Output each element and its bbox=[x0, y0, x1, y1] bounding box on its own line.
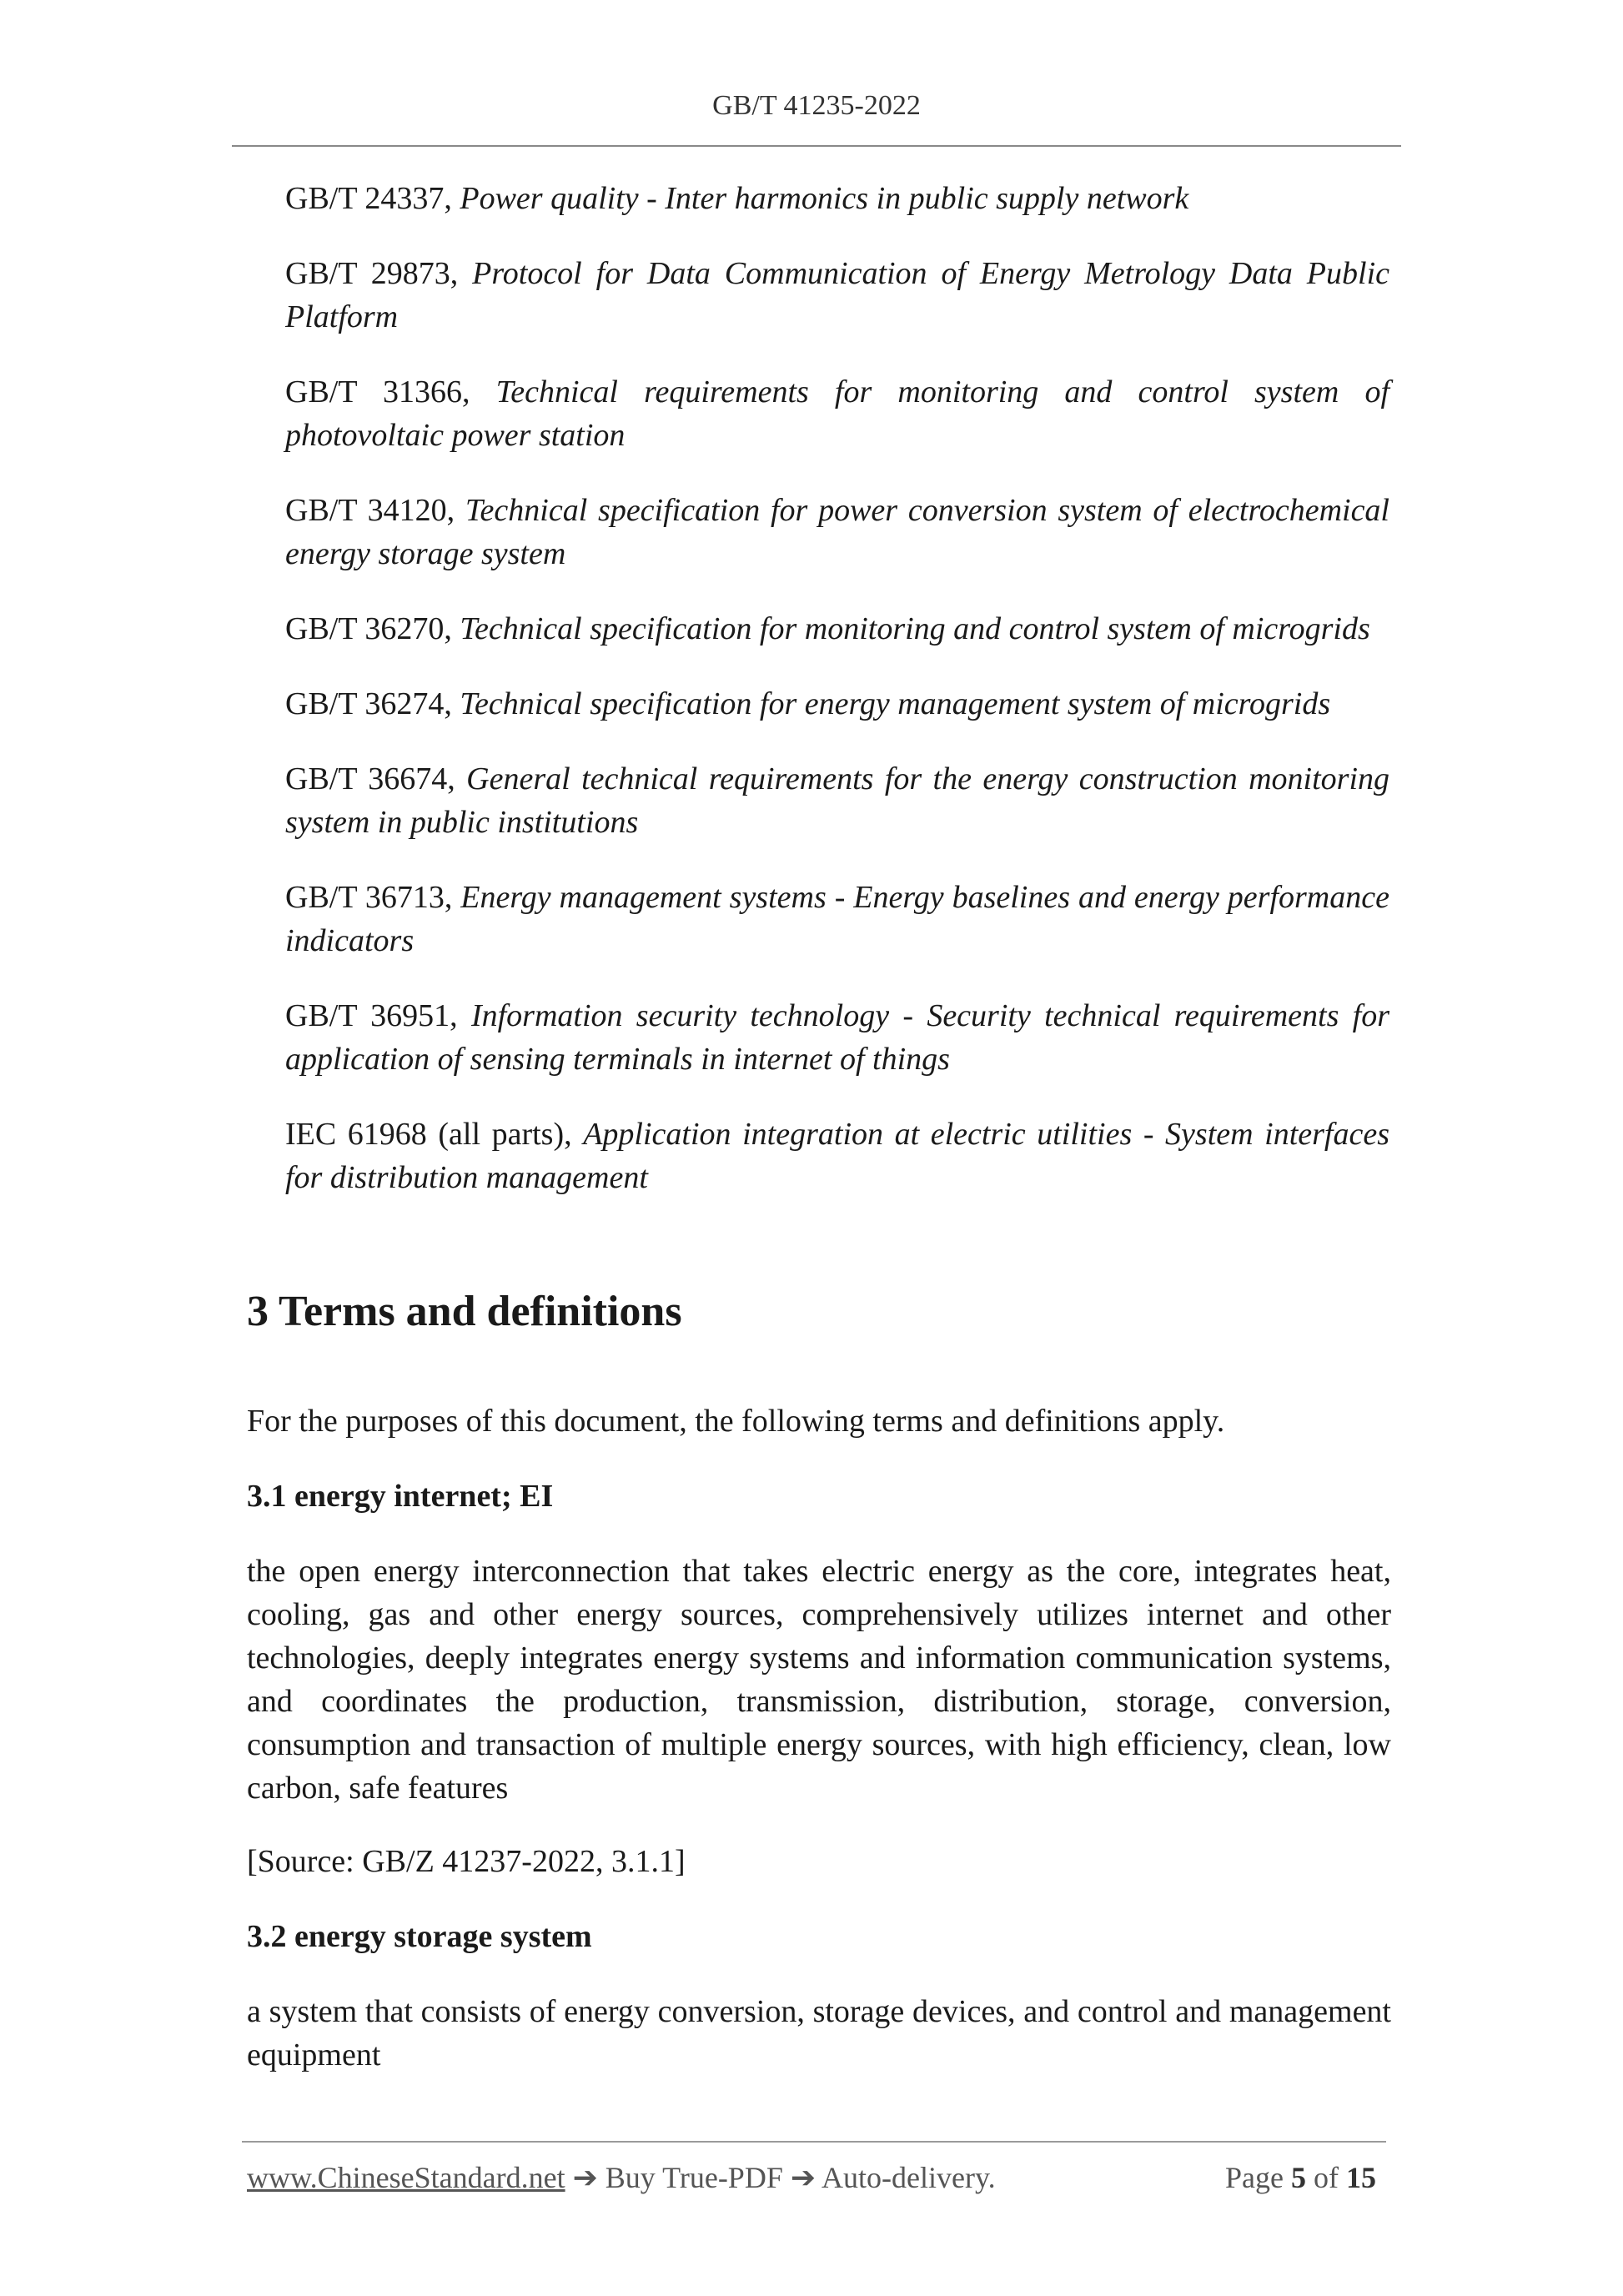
reference-code: GB/T 34120, bbox=[285, 493, 465, 528]
reference-code: GB/T 36274, bbox=[285, 686, 460, 721]
reference-title: Information security technology - Security technical requirements for application of sensing terminals in internet of things bbox=[285, 998, 1389, 1077]
page-footer bbox=[247, 2160, 1386, 2195]
term-title-3-2: 3.2 energy storage system bbox=[247, 1919, 592, 1954]
page-of: of bbox=[1314, 2161, 1339, 2194]
reference-code: GB/T 31366, bbox=[285, 374, 496, 409]
buy-pdf-text: Buy True-PDF bbox=[605, 2161, 783, 2194]
reference-code: GB/T 24337, bbox=[285, 181, 460, 216]
reference-title: Technical specification for power conversion system of electrochemical energy storage system bbox=[285, 493, 1389, 571]
reference-item bbox=[285, 252, 1389, 339]
reference-code: GB/T 29873, bbox=[285, 256, 473, 291]
page-current: 5 bbox=[1291, 2161, 1306, 2194]
reference-item bbox=[285, 994, 1389, 1081]
reference-title: Technical requirements for monitoring and control system of photovoltaic power station bbox=[285, 374, 1389, 453]
reference-code: GB/T 36951, bbox=[285, 998, 471, 1033]
page-header-title: GB/T 41235-2022 bbox=[712, 90, 921, 121]
section-heading: 3 Terms and definitions bbox=[247, 1288, 682, 1335]
reference-title: Power quality - Inter harmonics in public supply network bbox=[460, 181, 1189, 216]
header-divider bbox=[232, 145, 1401, 147]
page-number bbox=[1225, 2160, 1376, 2195]
reference-title: Technical specification for monitoring and control system of microgrids bbox=[460, 611, 1370, 646]
reference-title: Technical specification for energy management system of microgrids bbox=[460, 686, 1331, 721]
arrow-right-icon: ➔ bbox=[790, 2161, 817, 2194]
reference-item bbox=[285, 1113, 1389, 1199]
reference-code: GB/T 36270, bbox=[285, 611, 460, 646]
section-intro: For the purposes of this document, the following terms and definitions apply. bbox=[247, 1404, 1225, 1439]
reference-item bbox=[285, 757, 1389, 844]
reference-title: General technical requirements for the energy construction monitoring system in public institutions bbox=[285, 761, 1390, 840]
term-source-3-1: [Source: GB/Z 41237-2022, 3.1.1] bbox=[247, 1844, 686, 1879]
reference-item bbox=[285, 177, 1389, 220]
reference-item bbox=[285, 876, 1389, 962]
arrow-right-icon: ➔ bbox=[572, 2161, 598, 2194]
reference-title: Application integration at electric utilities - System interfaces for distribution management bbox=[285, 1117, 1390, 1195]
reference-item bbox=[285, 682, 1389, 726]
reference-title: Protocol for Data Communication of Energy Metrology Data Public Platform bbox=[285, 256, 1389, 334]
reference-title: Energy management systems - Energy baselines and energy performance indicators bbox=[285, 880, 1389, 958]
footer-divider bbox=[242, 2141, 1386, 2143]
website-link[interactable]: www.ChineseStandard.net bbox=[247, 2161, 565, 2194]
reference-code: GB/T 36674, bbox=[285, 761, 467, 796]
reference-item bbox=[285, 607, 1389, 651]
page-total: 15 bbox=[1346, 2161, 1376, 2194]
normative-references-list bbox=[285, 177, 1389, 1231]
reference-item bbox=[285, 370, 1389, 457]
term-title-3-1: 3.1 energy internet; EI bbox=[247, 1479, 554, 1514]
reference-code: GB/T 36713, bbox=[285, 880, 461, 915]
reference-item bbox=[285, 489, 1389, 575]
reference-code: IEC 61968 (all parts), bbox=[285, 1117, 584, 1152]
page-label: Page bbox=[1225, 2161, 1284, 2194]
term-definition-3-1: the open energy interconnection that takes electric energy as the core, integrates heat, cooling, gas and other energy sources, comprehensively utilizes internet and other technologies, deeply integrates energy systems and information communication systems, and coordinates the production, transmission, distribution, storage, conversion, consumption and transaction of multiple energy sources, with high efficiency, clean, low carbon, safe features bbox=[247, 1554, 1391, 1806]
term-definition-3-2: a system that consists of energy conversion, storage devices, and control and management equipment bbox=[247, 1994, 1391, 2072]
auto-delivery-text: Auto-delivery. bbox=[822, 2161, 996, 2194]
